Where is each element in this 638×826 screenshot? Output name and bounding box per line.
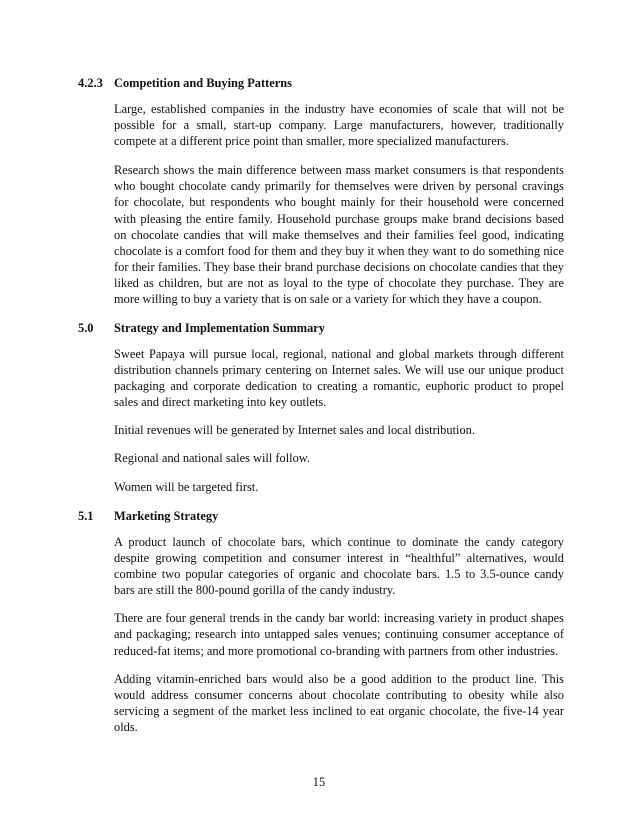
section-5-1 [78,509,564,735]
section-number: 5.1 [78,509,94,523]
paragraph: Large, established companies in the industry have economies of scale that will not be possible for a small, start-up company. Large manufacturers, however, traditionally compete at a different price point than smaller, more specialized manufacturers. [114,102,564,149]
section-4-2-3 [78,76,564,307]
paragraph: There are four general trends in the candy bar world: increasing variety in product shapes and packaging; research into untapped sales venues; continuing consumer acceptance of reduced-fat items; and more promotional co-branding with partners from other industries. [114,611,564,658]
section-heading [78,321,564,336]
section-title: Strategy and Implementation Summary [114,321,325,335]
paragraph: Regional and national sales will follow. [114,451,311,466]
section-heading [78,509,564,524]
paragraph: Initial revenues will be generated by Internet sales and local distribution. [114,423,475,438]
paragraph: A product launch of chocolate bars, which continue to dominate the candy category despite growing competition and consumer interest in “healthful” alternatives, would combine two popular categories of organic and chocolate bars. 1.5 to 3.5-ounce candy bars are still the 800-pound gorilla of the candy industry. [114,535,564,598]
section-title: Marketing Strategy [114,509,219,523]
paragraph: Adding vitamin-enriched bars would also be a good addition to the product line. This would address consumer concerns about chocolate contributing to obesity while also servicing a segment of the market less inclined to eat organic chocolate, the five-14 year olds. [114,671,564,734]
section-title: Competition and Buying Patterns [114,76,292,90]
page-number: 15 [312,775,326,789]
section-number: 5.0 [78,321,94,335]
paragraph: Sweet Papaya will pursue local, regional, national and global markets through different distribution channels primary centering on Internet sales. We will use our unique product packaging and corporate dedication to creating a romantic, euphoric product to propel sales and direct marketing into key outlets. [114,347,564,410]
section-heading [78,76,564,91]
paragraph: Women will be targeted first. [114,479,259,494]
section-5-0 [78,321,564,495]
section-number: 4.2.3 [78,76,103,90]
paragraph: Research shows the main difference between mass market consumers is that respondents who bought chocolate candy primarily for themselves were driven by personal cravings for chocolate, but respondents who bought mainly for their household were concerned with pleasing the entire family. Household purchase groups make brand decisions based on chocolate candies that will make themselves and their families feel good, indicating chocolate is a comfort food for them and they buy it when they want to do something nice for their families. They base their brand purchase decisions on chocolate candies that they liked as children, but are not as loyal to the type of chocolate they purchase. They are more willing to buy a variety that is on sale or a variety for which they have a coupon. [114,163,564,307]
